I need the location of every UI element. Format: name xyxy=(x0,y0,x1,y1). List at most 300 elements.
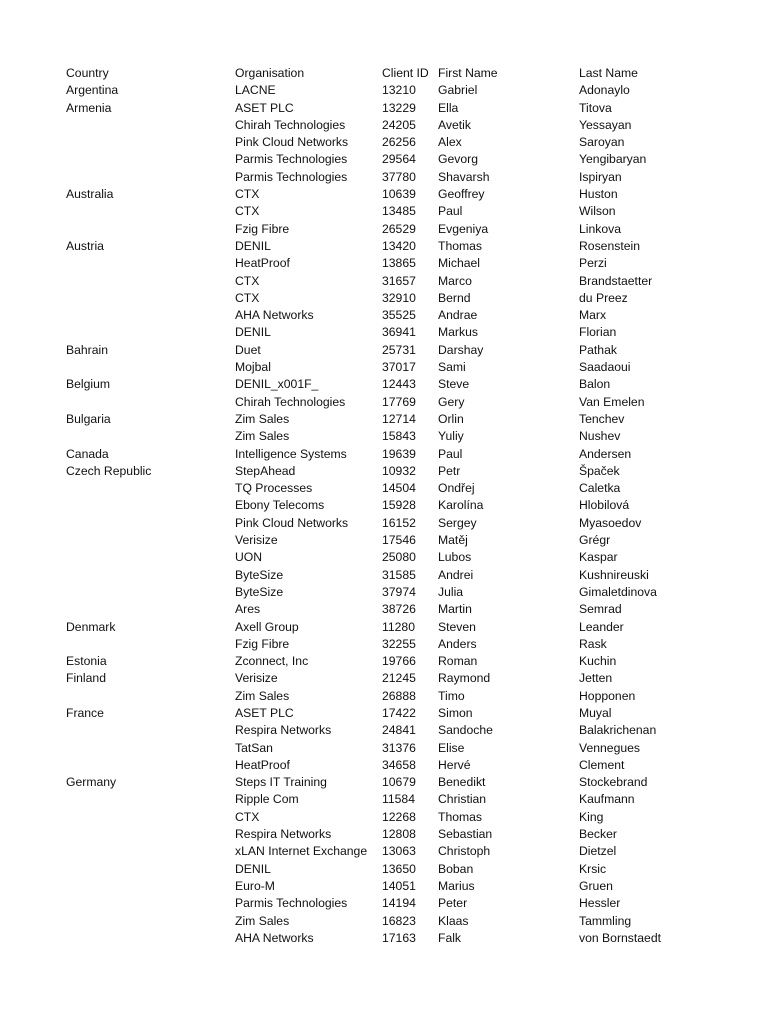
table-row xyxy=(66,324,689,341)
cell-first-name: Darshay xyxy=(438,342,484,357)
table-row xyxy=(66,826,689,843)
cell-last-name: Myasoedov xyxy=(579,515,642,530)
cell-last-name: Caletka xyxy=(579,481,621,496)
table-row xyxy=(66,290,689,307)
table-row xyxy=(66,601,689,618)
table-row xyxy=(66,117,689,134)
cell-first-name: Thomas xyxy=(438,238,483,253)
table-row xyxy=(66,238,689,255)
cell-client-id: 37017 xyxy=(382,360,416,375)
cell-first-name: Hervé xyxy=(438,757,471,772)
cell-client-id: 36941 xyxy=(382,325,416,340)
cell-first-name: Elise xyxy=(438,740,465,755)
cell-client-id: 17546 xyxy=(382,533,416,548)
cell-first-name: Anders xyxy=(438,636,477,651)
cell-organisation: Intelligence Systems xyxy=(235,446,347,461)
table-row xyxy=(66,151,689,168)
cell-first-name: Christoph xyxy=(438,844,491,859)
cell-country xyxy=(66,169,235,186)
cell-country xyxy=(66,636,235,653)
cell-last-name: Huston xyxy=(579,187,618,202)
cell-organisation: Euro-M xyxy=(235,878,275,893)
cell-client-id: 16823 xyxy=(382,913,416,928)
cell-organisation: Fzig Fibre xyxy=(235,221,290,236)
cell-country: Germany xyxy=(66,775,117,790)
cell-first-name: Shavarsh xyxy=(438,169,490,184)
cell-client-id: 31657 xyxy=(382,273,416,288)
table-row xyxy=(66,878,689,895)
table-row xyxy=(66,134,689,151)
cell-first-name: Ella xyxy=(438,100,459,115)
cell-country xyxy=(66,134,235,151)
cell-last-name: Titova xyxy=(579,100,612,115)
cell-last-name: Wilson xyxy=(579,204,616,219)
cell-last-name: Brandstaetter xyxy=(579,273,653,288)
cell-last-name: Saadaoui xyxy=(579,360,631,375)
cell-first-name: Gery xyxy=(438,394,465,409)
cell-client-id: 12808 xyxy=(382,827,416,842)
header-last-name: Last Name xyxy=(579,66,638,80)
table-row xyxy=(66,186,689,203)
cell-client-id: 25731 xyxy=(382,342,416,357)
table-row xyxy=(66,532,689,549)
cell-client-id: 37780 xyxy=(382,169,416,184)
cell-organisation: Parmis Technologies xyxy=(235,169,348,184)
table-row xyxy=(66,342,689,359)
table-row xyxy=(66,307,689,324)
cell-first-name: Petr xyxy=(438,463,461,478)
table-row xyxy=(66,584,689,601)
cell-country xyxy=(66,740,235,757)
cell-last-name: Gruen xyxy=(579,878,613,893)
cell-country: Australia xyxy=(66,187,114,202)
cell-organisation: xLAN Internet Exchange xyxy=(235,844,368,859)
cell-last-name: Pathak xyxy=(579,342,617,357)
table-row xyxy=(66,705,689,722)
cell-organisation: Zim Sales xyxy=(235,411,290,426)
table-row xyxy=(66,255,689,272)
cell-organisation: DENIL xyxy=(235,238,271,253)
cell-client-id: 31585 xyxy=(382,567,416,582)
table-row xyxy=(66,895,689,912)
cell-first-name: Ondřej xyxy=(438,481,475,496)
cell-first-name: Thomas xyxy=(438,809,483,824)
table-row xyxy=(66,82,689,99)
cell-country: Argentina xyxy=(66,83,119,98)
cell-last-name: King xyxy=(579,809,604,824)
cell-last-name: Grégr xyxy=(579,533,611,548)
cell-last-name: Nushev xyxy=(579,429,621,444)
cell-country xyxy=(66,359,235,376)
table-row xyxy=(66,203,689,220)
cell-last-name: Yengibaryan xyxy=(579,152,647,167)
cell-client-id: 26888 xyxy=(382,688,416,703)
cell-first-name: Evgeniya xyxy=(438,221,489,236)
cell-last-name: Becker xyxy=(579,827,617,842)
cell-organisation: Steps IT Training xyxy=(235,775,327,790)
cell-country xyxy=(66,567,235,584)
cell-client-id: 26529 xyxy=(382,221,416,236)
cell-country xyxy=(66,930,235,947)
cell-organisation: TQ Processes xyxy=(235,481,313,496)
cell-client-id: 13485 xyxy=(382,204,416,219)
cell-client-id: 12443 xyxy=(382,377,416,392)
cell-last-name: Muyal xyxy=(579,705,612,720)
cell-country xyxy=(66,151,235,168)
cell-first-name: Gevorg xyxy=(438,152,478,167)
cell-client-id: 24205 xyxy=(382,117,416,132)
cell-client-id: 14504 xyxy=(382,481,416,496)
table-row xyxy=(66,221,689,238)
cell-client-id: 32910 xyxy=(382,290,416,305)
cell-client-id: 13229 xyxy=(382,100,416,115)
cell-first-name: Klaas xyxy=(438,913,469,928)
cell-last-name: Leander xyxy=(579,619,624,634)
cell-first-name: Andrae xyxy=(438,308,478,323)
cell-first-name: Avetik xyxy=(438,117,471,132)
cell-client-id: 12268 xyxy=(382,809,416,824)
cell-first-name: Gabriel xyxy=(438,83,478,98)
cell-organisation: ASET PLC xyxy=(235,705,294,720)
cell-last-name: Stockebrand xyxy=(579,775,648,790)
table-row xyxy=(66,567,689,584)
cell-country: Czech Republic xyxy=(66,463,152,478)
cell-country xyxy=(66,515,235,532)
header-organisation: Organisation xyxy=(235,66,305,80)
cell-last-name: du Preez xyxy=(579,290,628,305)
cell-organisation: Verisize xyxy=(235,533,278,548)
cell-country xyxy=(66,290,235,307)
cell-first-name: Sebastian xyxy=(438,827,493,842)
table-row xyxy=(66,273,689,290)
cell-organisation: UON xyxy=(235,550,263,565)
cell-country xyxy=(66,809,235,826)
client-table xyxy=(66,65,689,947)
cell-organisation: Fzig Fibre xyxy=(235,636,290,651)
cell-first-name: Marco xyxy=(438,273,472,288)
cell-client-id: 11584 xyxy=(382,792,415,807)
cell-client-id: 29564 xyxy=(382,152,416,167)
cell-client-id: 10679 xyxy=(382,775,416,790)
table-body xyxy=(66,82,689,947)
cell-country xyxy=(66,532,235,549)
cell-client-id: 24841 xyxy=(382,723,416,738)
table-row xyxy=(66,913,689,930)
cell-last-name: Rask xyxy=(579,636,607,651)
table-row xyxy=(66,394,689,411)
cell-client-id: 10932 xyxy=(382,463,416,478)
cell-organisation: DENIL_x001F_ xyxy=(235,377,319,392)
cell-first-name: Michael xyxy=(438,256,480,271)
cell-last-name: von Bornstaedt xyxy=(579,930,661,945)
cell-client-id: 10639 xyxy=(382,187,416,202)
cell-organisation: ASET PLC xyxy=(235,100,294,115)
cell-organisation: Zconnect, Inc xyxy=(235,654,309,669)
cell-client-id: 14051 xyxy=(382,878,416,893)
cell-organisation: Chirah Technologies xyxy=(235,117,346,132)
cell-last-name: Kuchin xyxy=(579,654,617,669)
cell-last-name: Adonaylo xyxy=(579,83,630,98)
cell-first-name: Julia xyxy=(438,584,464,599)
cell-client-id: 34658 xyxy=(382,757,416,772)
cell-first-name: Markus xyxy=(438,325,478,340)
cell-organisation: Axell Group xyxy=(235,619,299,634)
cell-last-name: Jetten xyxy=(579,671,613,686)
cell-last-name: Kaufmann xyxy=(579,792,635,807)
cell-organisation: LACNE xyxy=(235,83,276,98)
table-row xyxy=(66,376,689,393)
cell-country xyxy=(66,791,235,808)
cell-client-id: 38726 xyxy=(382,602,416,617)
cell-client-id: 37974 xyxy=(382,584,416,599)
cell-last-name: Špaček xyxy=(579,463,620,478)
cell-organisation: CTX xyxy=(235,290,260,305)
cell-first-name: Paul xyxy=(438,446,463,461)
cell-first-name: Alex xyxy=(438,135,462,150)
table-row xyxy=(66,653,689,670)
cell-first-name: Timo xyxy=(438,688,465,703)
table-row xyxy=(66,740,689,757)
cell-country: Estonia xyxy=(66,654,107,669)
table-row xyxy=(66,791,689,808)
cell-country xyxy=(66,394,235,411)
cell-client-id: 13650 xyxy=(382,861,416,876)
cell-client-id: 15843 xyxy=(382,429,416,444)
cell-organisation: Ripple Com xyxy=(235,792,299,807)
cell-last-name: Rosenstein xyxy=(579,238,640,253)
table-row xyxy=(66,809,689,826)
table-row xyxy=(66,515,689,532)
cell-country: France xyxy=(66,705,104,720)
cell-organisation: Parmis Technologies xyxy=(235,896,348,911)
cell-organisation: DENIL xyxy=(235,861,271,876)
cell-last-name: Saroyan xyxy=(579,135,625,150)
table-row xyxy=(66,169,689,186)
cell-country xyxy=(66,255,235,272)
cell-last-name: Kushnireuski xyxy=(579,567,649,582)
cell-country xyxy=(66,221,235,238)
cell-country xyxy=(66,428,235,445)
cell-client-id: 17422 xyxy=(382,705,416,720)
cell-client-id: 35525 xyxy=(382,308,416,323)
cell-organisation: HeatProof xyxy=(235,256,290,271)
cell-organisation: Ares xyxy=(235,602,261,617)
cell-country xyxy=(66,480,235,497)
cell-client-id: 17163 xyxy=(382,930,416,945)
cell-last-name: Perzi xyxy=(579,256,607,271)
cell-last-name: Hlobilová xyxy=(579,498,630,513)
cell-last-name: Van Emelen xyxy=(579,394,645,409)
cell-country xyxy=(66,688,235,705)
cell-last-name: Tenchev xyxy=(579,411,625,426)
cell-first-name: Orlin xyxy=(438,411,464,426)
cell-first-name: Roman xyxy=(438,654,478,669)
table-row xyxy=(66,446,689,463)
cell-first-name: Raymond xyxy=(438,671,491,686)
cell-country xyxy=(66,843,235,860)
cell-country: Finland xyxy=(66,671,106,686)
table-row xyxy=(66,757,689,774)
cell-first-name: Martin xyxy=(438,602,472,617)
cell-organisation: ByteSize xyxy=(235,584,284,599)
cell-last-name: Florian xyxy=(579,325,617,340)
cell-country: Armenia xyxy=(66,100,112,115)
cell-organisation: DENIL xyxy=(235,325,271,340)
cell-first-name: Matěj xyxy=(438,533,468,548)
cell-client-id: 19766 xyxy=(382,654,416,669)
table-header-row xyxy=(66,65,689,82)
cell-country xyxy=(66,826,235,843)
cell-first-name: Sergey xyxy=(438,515,477,530)
cell-last-name: Krsic xyxy=(579,861,607,876)
table-row xyxy=(66,774,689,791)
cell-client-id: 17769 xyxy=(382,394,416,409)
cell-client-id: 16152 xyxy=(382,515,416,530)
cell-country xyxy=(66,913,235,930)
cell-organisation: AHA Networks xyxy=(235,930,314,945)
cell-country: Denmark xyxy=(66,619,116,634)
cell-first-name: Steven xyxy=(438,619,476,634)
cell-organisation: Parmis Technologies xyxy=(235,152,348,167)
table-row xyxy=(66,636,689,653)
cell-country xyxy=(66,497,235,514)
cell-organisation: Mojbal xyxy=(235,360,271,375)
cell-organisation: CTX xyxy=(235,809,260,824)
cell-first-name: Yuliy xyxy=(438,429,464,444)
table-row xyxy=(66,100,689,117)
cell-client-id: 31376 xyxy=(382,740,416,755)
cell-last-name: Hessler xyxy=(579,896,621,911)
cell-first-name: Bernd xyxy=(438,290,471,305)
cell-last-name: Andersen xyxy=(579,446,632,461)
cell-country: Bahrain xyxy=(66,342,109,357)
cell-client-id: 13865 xyxy=(382,256,416,271)
cell-organisation: Respira Networks xyxy=(235,723,332,738)
cell-last-name: Clement xyxy=(579,757,625,772)
cell-country xyxy=(66,584,235,601)
cell-last-name: Linkova xyxy=(579,221,622,236)
cell-last-name: Semrad xyxy=(579,602,622,617)
cell-organisation: CTX xyxy=(235,204,260,219)
cell-organisation: Respira Networks xyxy=(235,827,332,842)
cell-last-name: Vennegues xyxy=(579,740,640,755)
cell-last-name: Yessayan xyxy=(579,117,632,132)
cell-first-name: Boban xyxy=(438,861,474,876)
cell-first-name: Marius xyxy=(438,878,475,893)
cell-client-id: 13063 xyxy=(382,844,416,859)
cell-country xyxy=(66,117,235,134)
cell-client-id: 21245 xyxy=(382,671,416,686)
table-row xyxy=(66,428,689,445)
cell-client-id: 32255 xyxy=(382,636,416,651)
table-row xyxy=(66,359,689,376)
cell-first-name: Paul xyxy=(438,204,463,219)
cell-organisation: Zim Sales xyxy=(235,688,290,703)
cell-last-name: Hopponen xyxy=(579,688,636,703)
cell-first-name: Steve xyxy=(438,377,470,392)
cell-organisation: Duet xyxy=(235,342,261,357)
table-row xyxy=(66,411,689,428)
cell-country: Belgium xyxy=(66,377,111,392)
cell-country xyxy=(66,878,235,895)
cell-last-name: Kaspar xyxy=(579,550,618,565)
cell-country xyxy=(66,307,235,324)
header-first-name: First Name xyxy=(438,66,498,80)
cell-client-id: 12714 xyxy=(382,411,416,426)
table-row xyxy=(66,480,689,497)
cell-organisation: HeatProof xyxy=(235,757,290,772)
cell-organisation: CTX xyxy=(235,187,260,202)
cell-first-name: Sami xyxy=(438,360,466,375)
cell-client-id: 11280 xyxy=(382,619,415,634)
cell-organisation: Chirah Technologies xyxy=(235,394,346,409)
cell-organisation: Ebony Telecoms xyxy=(235,498,325,513)
cell-first-name: Simon xyxy=(438,705,473,720)
table-row xyxy=(66,930,689,947)
cell-client-id: 25080 xyxy=(382,550,416,565)
cell-first-name: Christian xyxy=(438,792,487,807)
cell-organisation: StepAhead xyxy=(235,463,296,478)
cell-first-name: Karolína xyxy=(438,498,484,513)
cell-client-id: 13210 xyxy=(382,83,416,98)
cell-organisation: Pink Cloud Networks xyxy=(235,515,349,530)
cell-organisation: CTX xyxy=(235,273,260,288)
cell-organisation: Verisize xyxy=(235,671,278,686)
header-client-id: Client ID xyxy=(382,66,429,80)
cell-first-name: Peter xyxy=(438,896,468,911)
table-row xyxy=(66,688,689,705)
cell-client-id: 13420 xyxy=(382,238,416,253)
cell-organisation: TatSan xyxy=(235,740,273,755)
cell-country xyxy=(66,601,235,618)
cell-first-name: Geoffrey xyxy=(438,187,485,202)
cell-last-name: Ispiryan xyxy=(579,169,622,184)
cell-client-id: 14194 xyxy=(382,896,416,911)
cell-country xyxy=(66,722,235,739)
cell-last-name: Dietzel xyxy=(579,844,617,859)
cell-organisation: Zim Sales xyxy=(235,913,290,928)
cell-organisation: AHA Networks xyxy=(235,308,314,323)
table-row xyxy=(66,463,689,480)
cell-last-name: Balon xyxy=(579,377,611,392)
table-row xyxy=(66,722,689,739)
cell-country xyxy=(66,757,235,774)
cell-country xyxy=(66,203,235,220)
cell-organisation: Pink Cloud Networks xyxy=(235,135,349,150)
table-row xyxy=(66,549,689,566)
cell-first-name: Sandoche xyxy=(438,723,493,738)
cell-organisation: Zim Sales xyxy=(235,429,290,444)
table-row xyxy=(66,861,689,878)
cell-country: Canada xyxy=(66,446,109,461)
cell-last-name: Balakrichenan xyxy=(579,723,657,738)
cell-country: Austria xyxy=(66,238,104,253)
cell-country xyxy=(66,324,235,341)
table-row xyxy=(66,670,689,687)
cell-organisation: ByteSize xyxy=(235,567,284,582)
cell-first-name: Falk xyxy=(438,930,462,945)
table-row xyxy=(66,497,689,514)
cell-client-id: 26256 xyxy=(382,135,416,150)
cell-country: Bulgaria xyxy=(66,411,111,426)
header-country: Country xyxy=(66,66,109,80)
cell-first-name: Andrei xyxy=(438,567,474,582)
cell-last-name: Marx xyxy=(579,308,607,323)
cell-client-id: 19639 xyxy=(382,446,416,461)
table-row xyxy=(66,619,689,636)
cell-country xyxy=(66,895,235,912)
cell-client-id: 15928 xyxy=(382,498,416,513)
